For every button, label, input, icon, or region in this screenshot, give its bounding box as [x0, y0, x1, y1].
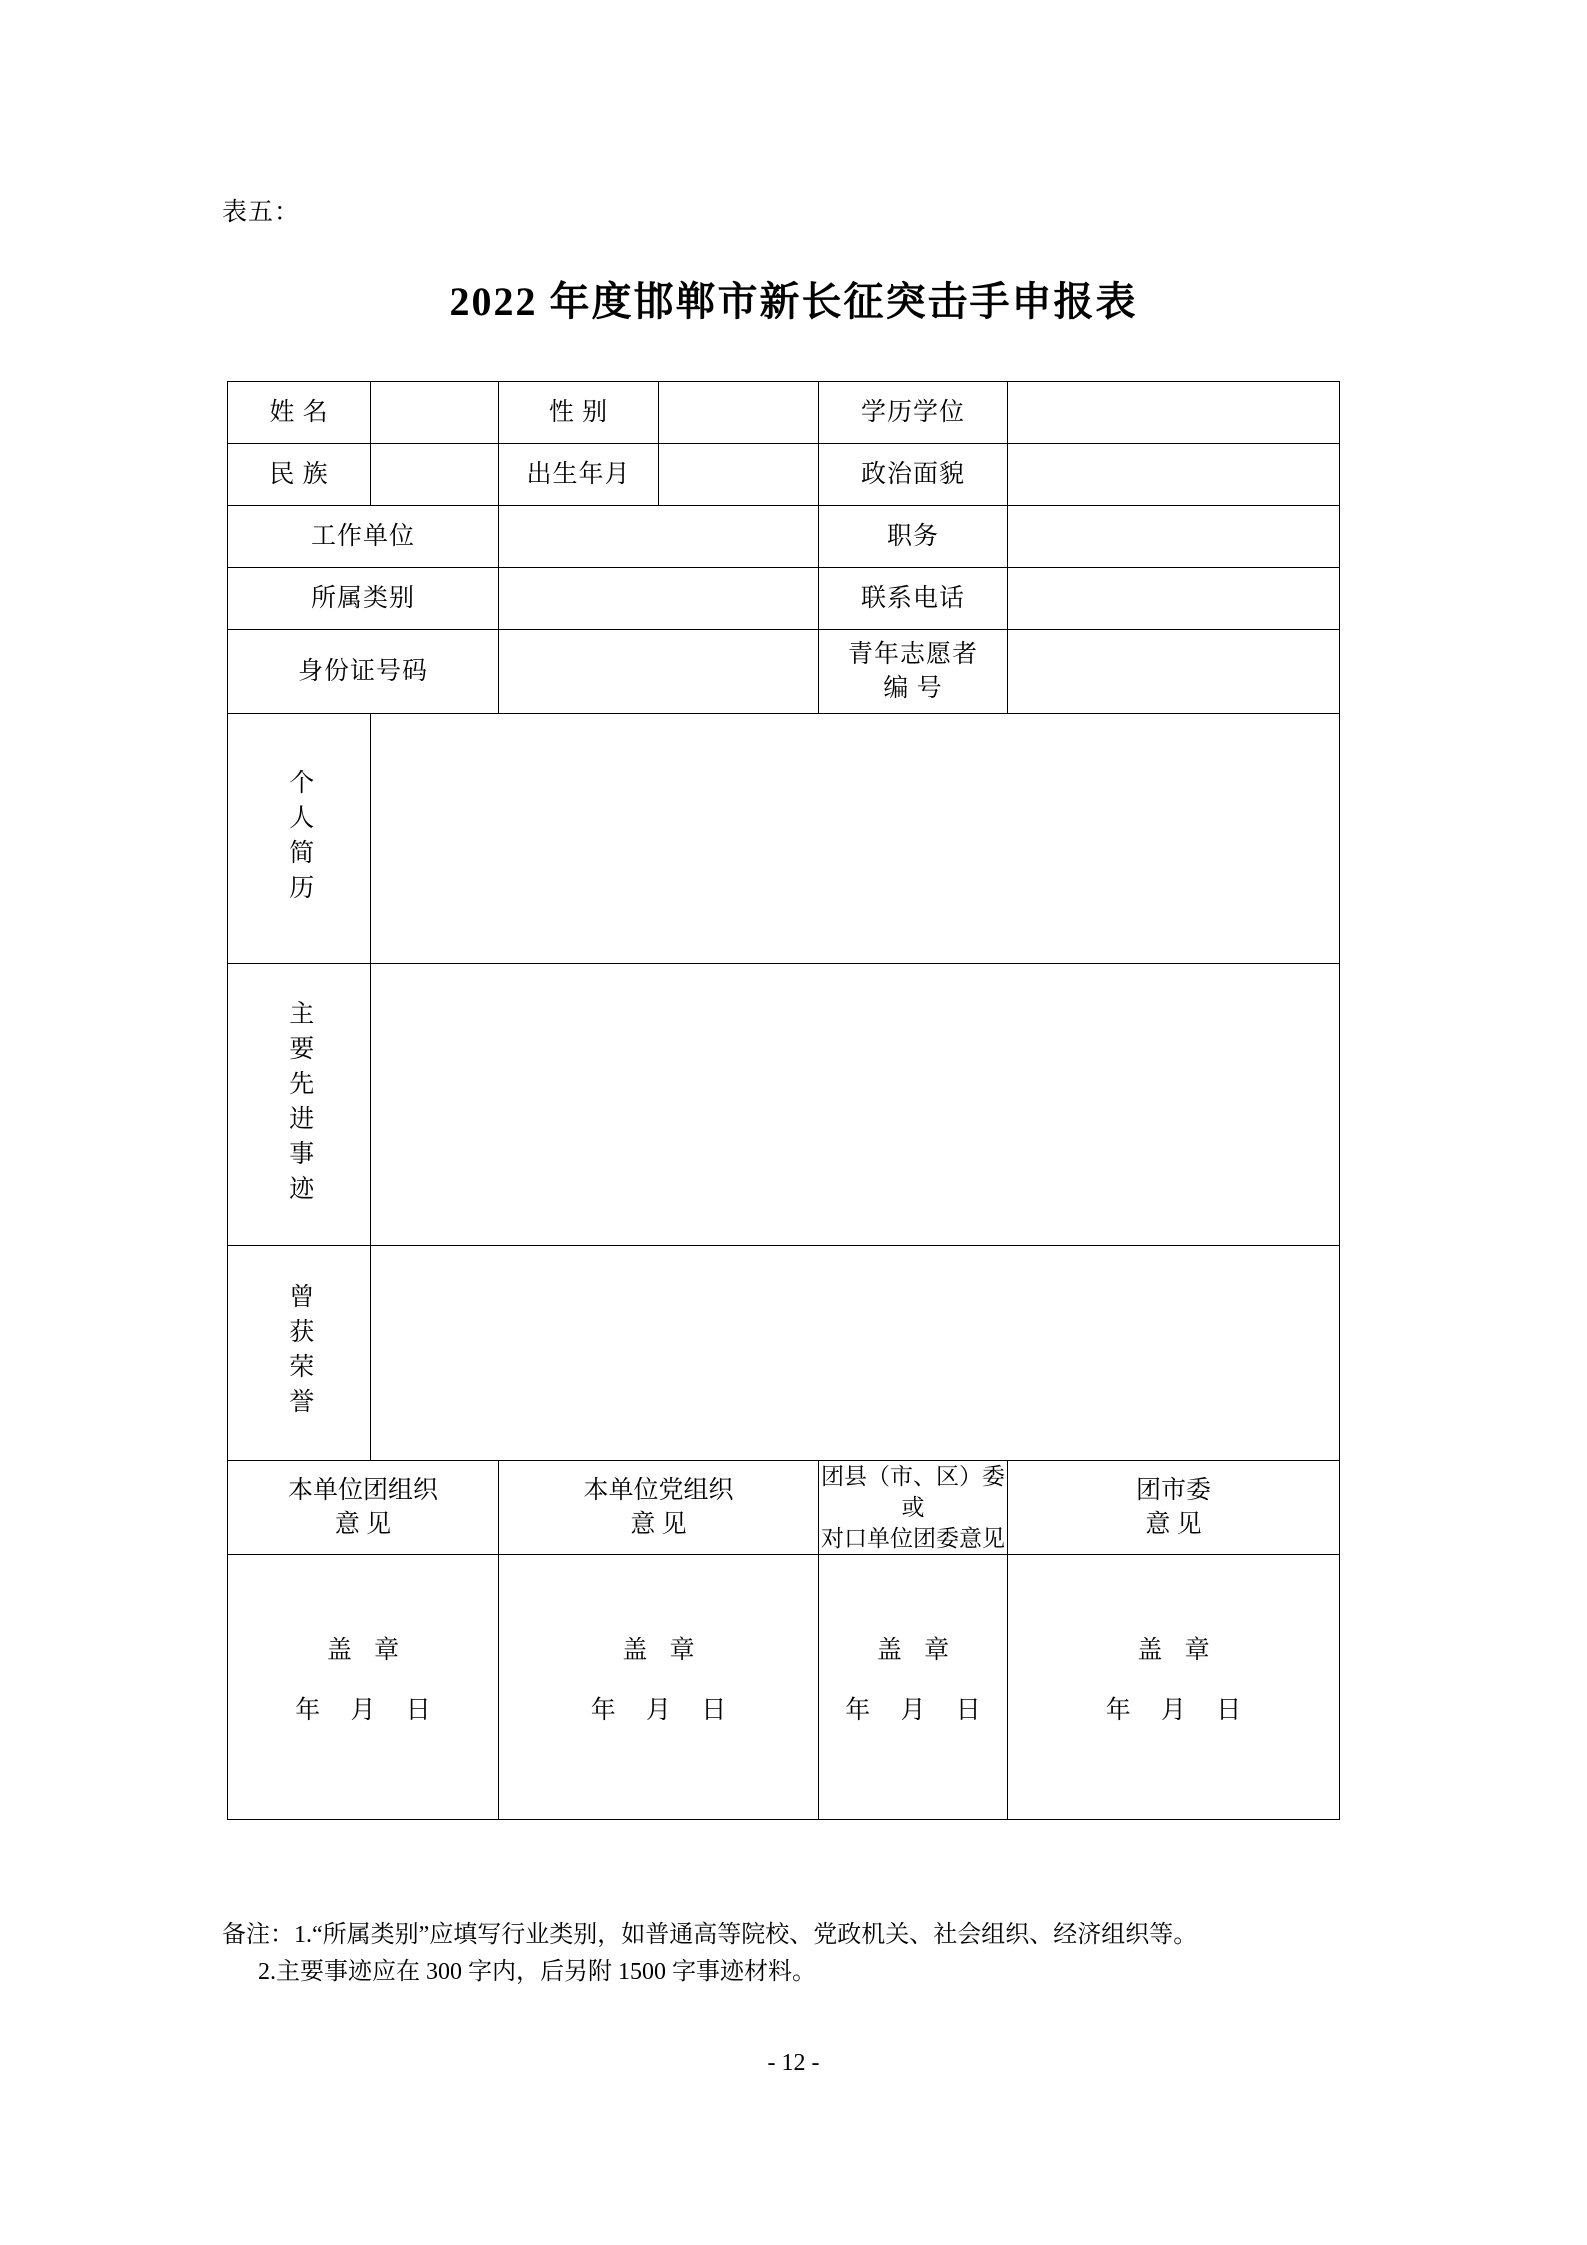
field-label-volunteer-number: [819, 630, 1008, 714]
footnote-2: 2.主要事迹应在 300 字内，后另附 1500 字事迹材料。: [258, 1959, 816, 1986]
table-row-deeds: [228, 964, 1340, 1246]
footnote-1: 备注：1.“所属类别”应填写行业类别，如普通高等院校、党政机关、社会组织、经济组织等。: [222, 1922, 1198, 1948]
opinion-header-line1: 团市委: [1135, 1476, 1211, 1504]
opinion-header-line2: 对口单位团委意见: [821, 1526, 1005, 1552]
field-label-id-number: 身份证号码: [228, 630, 499, 714]
honors-label-text: 曾获荣誉: [285, 1283, 313, 1423]
field-value-honors[interactable]: [371, 1246, 1340, 1461]
footnotes: [222, 1917, 1402, 1991]
resume-label-text: 个人简历: [285, 768, 313, 909]
field-value-name[interactable]: [371, 382, 499, 444]
field-value-birthdate[interactable]: [659, 444, 819, 506]
field-label-ethnicity: 民 族: [228, 444, 371, 506]
field-value-ethnicity[interactable]: [371, 444, 499, 506]
opinion-header-line2: 意 见: [630, 1510, 687, 1538]
field-label-deeds: [228, 964, 371, 1246]
table-row: [228, 630, 1340, 714]
table-row: [228, 444, 1340, 506]
field-label-phone: 联系电话: [819, 568, 1008, 630]
field-value-position[interactable]: [1008, 506, 1340, 568]
application-form-table: [227, 381, 1340, 1820]
field-label-honors: [228, 1246, 371, 1461]
volunteer-number-line2: 编 号: [883, 674, 943, 702]
table-row: [228, 568, 1340, 630]
volunteer-number-line1: 青年志愿者: [847, 640, 978, 668]
field-value-volunteer-number[interactable]: [1008, 630, 1340, 714]
opinion-header-line1: 本单位团组织: [287, 1476, 438, 1504]
page-title: 2022 年度邯郸市新长征突击手申报表: [449, 279, 1138, 324]
stamp-label: 盖 章: [326, 1637, 408, 1665]
opinion-header-county-league: [819, 1461, 1008, 1555]
date-label: 年 月 日: [1105, 1697, 1254, 1725]
field-value-gender[interactable]: [659, 382, 819, 444]
field-value-category[interactable]: [499, 568, 819, 630]
table-row-opinion-stamps: [228, 1555, 1340, 1820]
deeds-label-text: 主要先进事迹: [285, 999, 313, 1210]
field-label-work-unit: 工作单位: [228, 506, 499, 568]
opinion-header-line1: 团县（市、区）委或: [821, 1464, 1005, 1521]
stamp-label: 盖 章: [622, 1637, 703, 1665]
opinion-header-unit-party: [499, 1461, 819, 1555]
opinion-header-line2: 意 见: [334, 1510, 392, 1538]
table-row: [228, 506, 1340, 568]
field-value-work-unit[interactable]: [499, 506, 819, 568]
field-value-political-status[interactable]: [1008, 444, 1340, 506]
field-label-political-status: 政治面貌: [819, 444, 1008, 506]
date-label: 年 月 日: [845, 1697, 993, 1725]
table-row-resume: [228, 714, 1340, 964]
field-value-deeds[interactable]: [371, 964, 1340, 1246]
opinion-header-city-league: [1008, 1461, 1340, 1555]
table-row-honors: [228, 1246, 1340, 1461]
opinion-cell-city-league[interactable]: [1008, 1555, 1340, 1820]
field-value-resume[interactable]: [371, 714, 1340, 964]
table-row: [228, 382, 1340, 444]
opinion-cell-unit-league[interactable]: [228, 1555, 499, 1820]
opinion-header-line2: 意 见: [1145, 1510, 1202, 1538]
opinion-cell-county-league[interactable]: [819, 1555, 1008, 1820]
table-row-opinion-headers: [228, 1461, 1340, 1555]
opinion-header-unit-league: [228, 1461, 499, 1555]
opinion-cell-unit-party[interactable]: [499, 1555, 819, 1820]
page-number: - 12 -: [767, 2050, 820, 2076]
date-label: 年 月 日: [295, 1697, 443, 1725]
stamp-label: 盖 章: [876, 1637, 958, 1665]
opinion-header-line1: 本单位党组织: [583, 1476, 734, 1504]
field-label-name: 姓 名: [228, 382, 371, 444]
field-label-category: 所属类别: [228, 568, 499, 630]
field-label-position: 职务: [819, 506, 1008, 568]
form-number-label: 表五：: [222, 199, 301, 226]
field-label-birthdate: 出生年月: [499, 444, 659, 506]
date-label: 年 月 日: [590, 1697, 739, 1725]
field-value-id-number[interactable]: [499, 630, 819, 714]
field-value-phone[interactable]: [1008, 568, 1340, 630]
field-label-gender: 性 别: [499, 382, 659, 444]
field-label-education: 学历学位: [819, 382, 1008, 444]
field-label-resume: [228, 714, 371, 964]
stamp-label: 盖 章: [1137, 1637, 1218, 1665]
field-value-education[interactable]: [1008, 382, 1340, 444]
